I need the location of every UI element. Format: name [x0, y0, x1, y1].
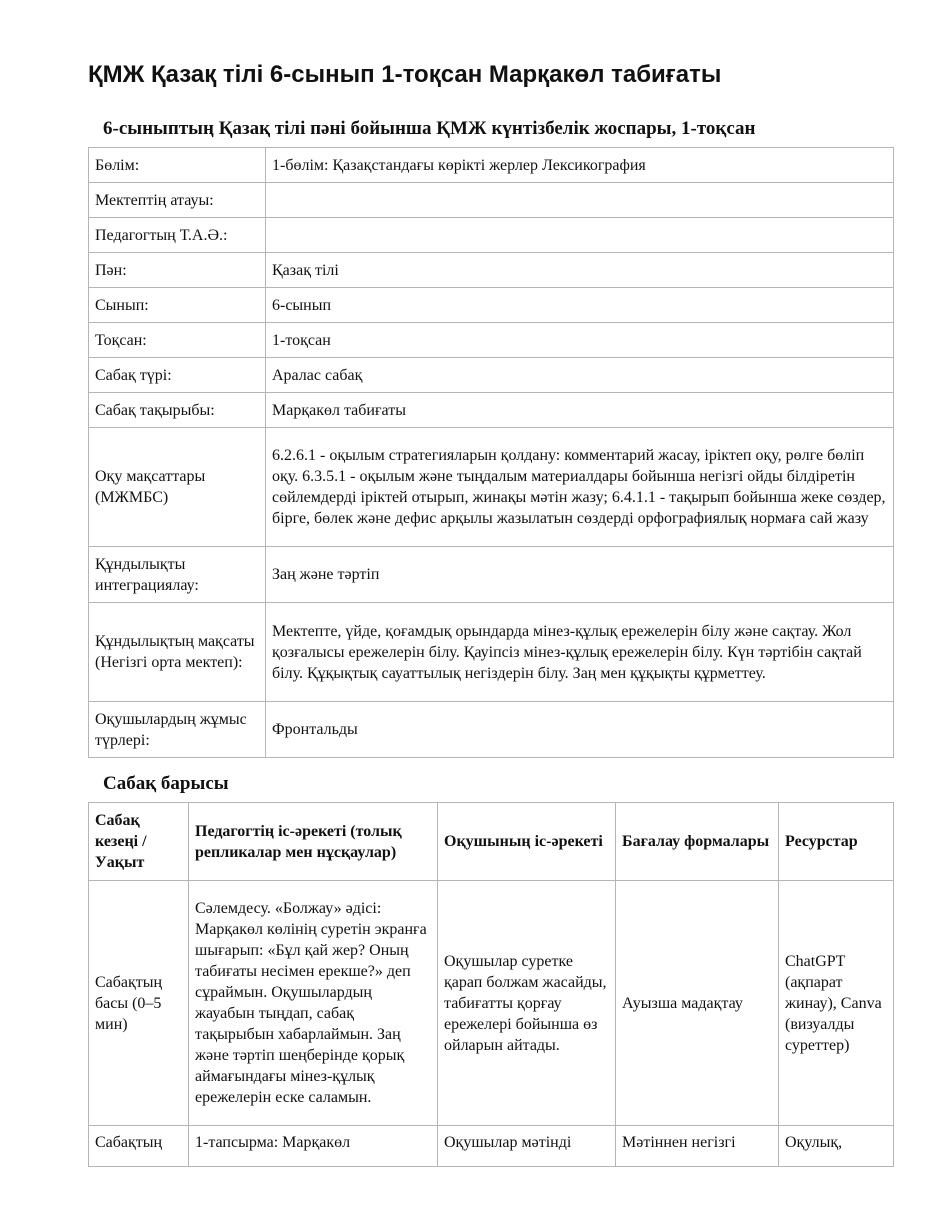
student-actions-cell: Оқушылар мәтінді: [438, 1126, 616, 1167]
assessment-cell: Ауызша мадақтау: [616, 881, 779, 1126]
row-value-subject: Қазақ тілі: [266, 253, 894, 288]
table-row: [89, 288, 894, 323]
stage-cell: Сабақтың: [89, 1126, 189, 1167]
column-header-student-actions: Оқушының іс-әрекеті: [438, 803, 616, 881]
column-header-stage: Сабақ кезеңі / Уақыт: [89, 803, 189, 881]
row-label-topic: Сабақ тақырыбы:: [89, 393, 266, 428]
row-label-term: Тоқсан:: [89, 323, 266, 358]
lesson-section-title: Сабақ барысы: [103, 773, 229, 794]
resources-cell: ChatGPT (ақпарат жинау), Canva (визуалды суреттер): [779, 881, 894, 1126]
row-value-teacher: [266, 218, 894, 253]
assessment-cell: Мәтіннен негізгі: [616, 1126, 779, 1167]
row-label-work-forms: Оқушылардың жұмыс түрлері:: [89, 702, 266, 758]
row-value-topic: Марқакөл табиғаты: [266, 393, 894, 428]
table-row: [89, 148, 894, 183]
row-label-subject: Пән:: [89, 253, 266, 288]
column-header-assessment: Бағалау формалары: [616, 803, 779, 881]
teacher-actions-cell: Сәлемдесу. «Болжау» әдісі: Марқакөл көлінің суретін экранға шығарып: «Бұл қай жер? Оның табиғаты несімен ерекше?» деп сұраймын. Оқушылардың жауабын тыңдап, сабақ тақырыбын хабарлаймын. Заң және тәртіп шеңберінде қорық аймағындағы мінез-құлық ережелерін еске саламын.: [189, 881, 438, 1126]
teacher-actions-cell: 1-тапсырма: Марқакөл: [189, 1126, 438, 1167]
table-row: [89, 253, 894, 288]
row-value-school: [266, 183, 894, 218]
row-label-value-integration: Құндылықты интеграциялау:: [89, 547, 266, 603]
table-row: [89, 603, 894, 702]
row-value-grade: 6-сынып: [266, 288, 894, 323]
row-value-value-goal: Мектепте, үйде, қоғамдық орындарда мінез-құлық ережелерін білу және сақтау. Жол қозғалысы ережелерін білу. Қауіпсіз мінез-құлық ережелерін білу. Күн тәртібін сақтай білу. Құқықтық сауаттылық негіздерін білу. Заң мен құқықты құрметтеу.: [266, 603, 894, 702]
lesson-info-table: [88, 147, 894, 758]
row-label-lesson-type: Сабақ түрі:: [89, 358, 266, 393]
stage-cell: Сабақтың басы (0–5 мин): [89, 881, 189, 1126]
table-row: [89, 702, 894, 758]
row-label-teacher: Педагогтың Т.А.Ә.:: [89, 218, 266, 253]
row-value-work-forms: Фронтальды: [266, 702, 894, 758]
table-row: [89, 218, 894, 253]
document-title: ҚМЖ Қазақ тілі 6-сынып 1-тоқсан Марқакөл табиғаты: [88, 61, 722, 88]
table-row: [89, 393, 894, 428]
table-row: [89, 1126, 894, 1167]
row-label-grade: Сынып:: [89, 288, 266, 323]
table-row: [89, 547, 894, 603]
table-row: [89, 358, 894, 393]
table-row: [89, 881, 894, 1126]
student-actions-cell: Оқушылар суретке қарап болжам жасайды, табиғатты қорғау ережелері бойынша өз ойларын айтады.: [438, 881, 616, 1126]
table-row: [89, 323, 894, 358]
lesson-flow-table: [88, 802, 894, 1167]
row-value-term: 1-тоқсан: [266, 323, 894, 358]
meta-section-title: 6-сыныптың Қазақ тілі пәні бойынша ҚМЖ күнтізбелік жоспары, 1-тоқсан: [103, 118, 756, 139]
row-value-section: 1-бөлім: Қазақстандағы көрікті жерлер Лексикография: [266, 148, 894, 183]
table-header-row: [89, 803, 894, 881]
table-row: [89, 183, 894, 218]
column-header-teacher-actions: Педагогтің іс-әрекеті (толық репликалар мен нұсқаулар): [189, 803, 438, 881]
row-label-value-goal: Құндылықтың мақсаты (Негізгі орта мектеп):: [89, 603, 266, 702]
row-label-school: Мектептің атауы:: [89, 183, 266, 218]
row-label-section: Бөлім:: [89, 148, 266, 183]
row-value-value-integration: Заң және тәртіп: [266, 547, 894, 603]
row-value-objectives: 6.2.6.1 - оқылым стратегияларын қолдану: комментарий жасау, іріктеп оқу, рөлге бөліп оқу. 6.3.5.1 - оқылым және тыңдалым материалдары бойынша негізгі ойды білдіретін сөйлемдерді іріктей отырып, жинақы мәтін жазу; 6.4.1.1 - тақырып бойынша жеке сөздер, бірге, бөлек және дефис арқылы жазылатын сөздерді орфографиялық нормаға сай жазу: [266, 428, 894, 547]
resources-cell: Оқулық,: [779, 1126, 894, 1167]
column-header-resources: Ресурстар: [779, 803, 894, 881]
table-row: [89, 428, 894, 547]
row-label-objectives: Оқу мақсаттары (МЖМБС): [89, 428, 266, 547]
row-value-lesson-type: Аралас сабақ: [266, 358, 894, 393]
